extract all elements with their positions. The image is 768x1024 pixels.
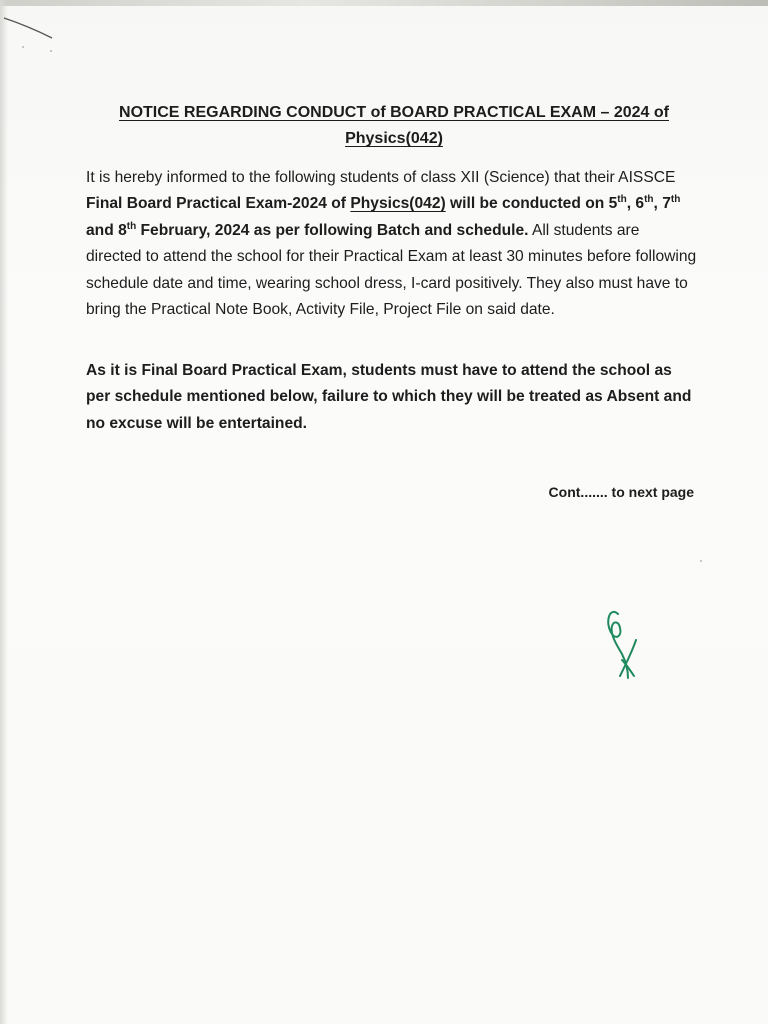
date-suffix: th — [644, 194, 654, 206]
page-top-edge — [0, 0, 768, 6]
date-separator: , — [653, 195, 663, 213]
exam-name: Final Board Practical Exam-2024 of — [86, 195, 351, 213]
paper-speck — [22, 46, 24, 48]
date-1: 5 — [608, 195, 618, 213]
page-left-edge — [0, 0, 8, 1024]
title-line-2: Physics(042) — [345, 130, 443, 147]
date-4: 8 — [118, 221, 127, 239]
date-3: 7 — [662, 195, 671, 213]
signature-mark — [600, 600, 660, 690]
notice-paragraph-1 — [86, 165, 698, 323]
title-line-1: NOTICE REGARDING CONDUCT of BOARD PRACTICAL EXAM – 2024 of — [119, 104, 669, 121]
notice-title — [60, 100, 728, 152]
notice-paragraph-2: As it is Final Board Practical Exam, students must have to attend the school as per schedule mentioned below, failure to which they will be treated as Absent and no excuse will be entertained. — [86, 362, 692, 432]
paper-speck — [700, 560, 702, 562]
conducted-text: will be conducted on — [445, 195, 609, 213]
date-suffix: th — [617, 194, 627, 206]
intro-text: It is hereby informed to the following students of class XII (Science) that their AISSCE — [86, 169, 676, 186]
pen-mark — [0, 8, 70, 48]
instructions-text: All students are directed to attend the school for their Practical Exam at least 30 minutes before following schedule date and time, wearing school dress, I-card positively. They also must have to bring the Practical Note Book, Activity File, Project File on said date. — [86, 221, 697, 319]
subject-code: Physics(042) — [350, 195, 446, 213]
date-2: 6 — [635, 195, 645, 213]
paper-speck — [50, 50, 52, 52]
continued-note: Cont....... to next page — [548, 484, 694, 500]
date-separator: and — [86, 221, 119, 239]
date-suffix: th — [670, 194, 681, 206]
date-separator: , — [626, 195, 636, 213]
month-text: February, 2024 as per following Batch and schedule. — [136, 221, 529, 239]
date-suffix: th — [126, 220, 137, 232]
